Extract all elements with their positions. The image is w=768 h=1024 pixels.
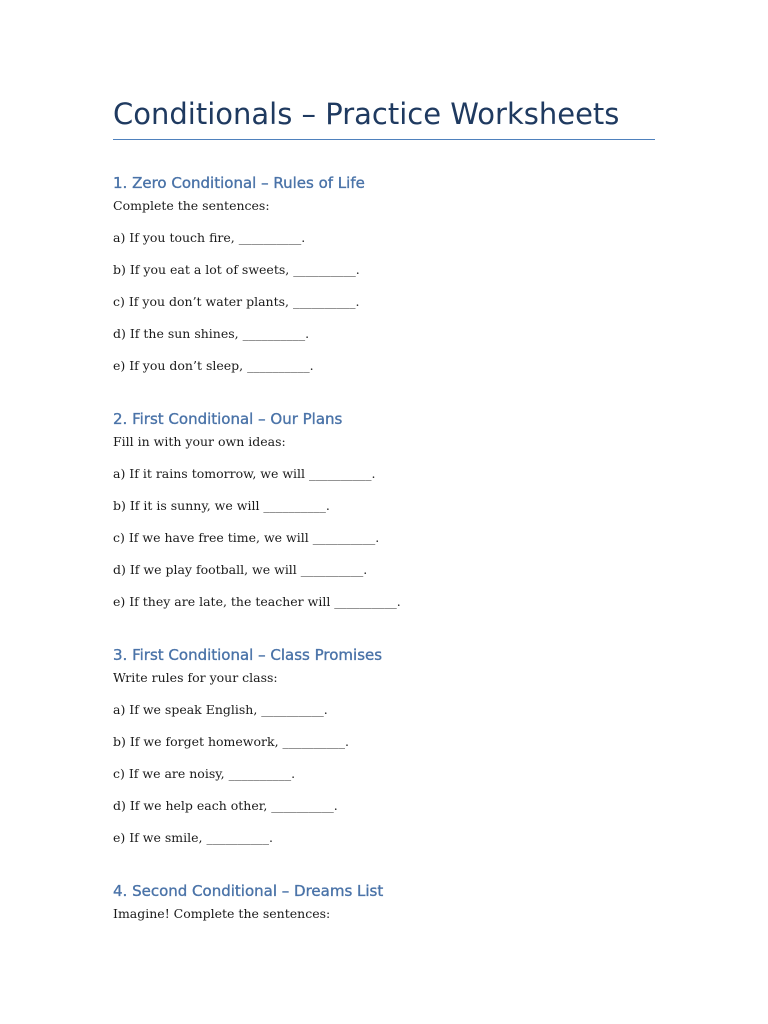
section-instruction: Complete the sentences: bbox=[113, 198, 270, 213]
exercise-item: d) If we play football, we will __________. bbox=[113, 562, 368, 577]
exercise-item: b) If you eat a lot of sweets, __________. bbox=[113, 262, 360, 277]
section-instruction: Fill in with your own ideas: bbox=[113, 434, 286, 449]
section-heading: 3. First Conditional – Class Promises bbox=[113, 646, 383, 664]
page-title: Conditionals – Practice Worksheets bbox=[113, 97, 620, 131]
exercise-item: d) If the sun shines, __________. bbox=[113, 326, 310, 341]
exercise-item: c) If we have free time, we will __________. bbox=[113, 530, 380, 545]
section-heading: 2. First Conditional – Our Plans bbox=[113, 410, 343, 428]
section-heading: 1. Zero Conditional – Rules of Life bbox=[113, 174, 365, 192]
exercise-item: d) If we help each other, __________. bbox=[113, 798, 338, 813]
section-heading: 4. Second Conditional – Dreams List bbox=[113, 882, 384, 900]
exercise-item: a) If it rains tomorrow, we will __________. bbox=[113, 466, 376, 481]
exercise-item: c) If we are noisy, __________. bbox=[113, 766, 296, 781]
exercise-item: c) If you don’t water plants, __________. bbox=[113, 294, 360, 309]
section-first-conditional-plans bbox=[113, 407, 655, 623]
section-second-conditional bbox=[113, 879, 655, 935]
exercise-item: b) If it is sunny, we will __________. bbox=[113, 498, 330, 513]
section-zero-conditional bbox=[113, 171, 655, 387]
exercise-item: a) If you touch fire, __________. bbox=[113, 230, 306, 245]
exercise-item: a) If we speak English, __________. bbox=[113, 702, 328, 717]
exercise-item: e) If we smile, __________. bbox=[113, 830, 273, 845]
section-instruction: Write rules for your class: bbox=[113, 670, 278, 685]
title-underline bbox=[113, 139, 655, 140]
section-first-conditional-promises bbox=[113, 643, 655, 859]
exercise-item: b) If we forget homework, __________. bbox=[113, 734, 350, 749]
exercise-item: e) If they are late, the teacher will __________. bbox=[113, 594, 401, 609]
section-instruction: Imagine! Complete the sentences: bbox=[113, 906, 331, 921]
exercise-item: e) If you don’t sleep, __________. bbox=[113, 358, 314, 373]
